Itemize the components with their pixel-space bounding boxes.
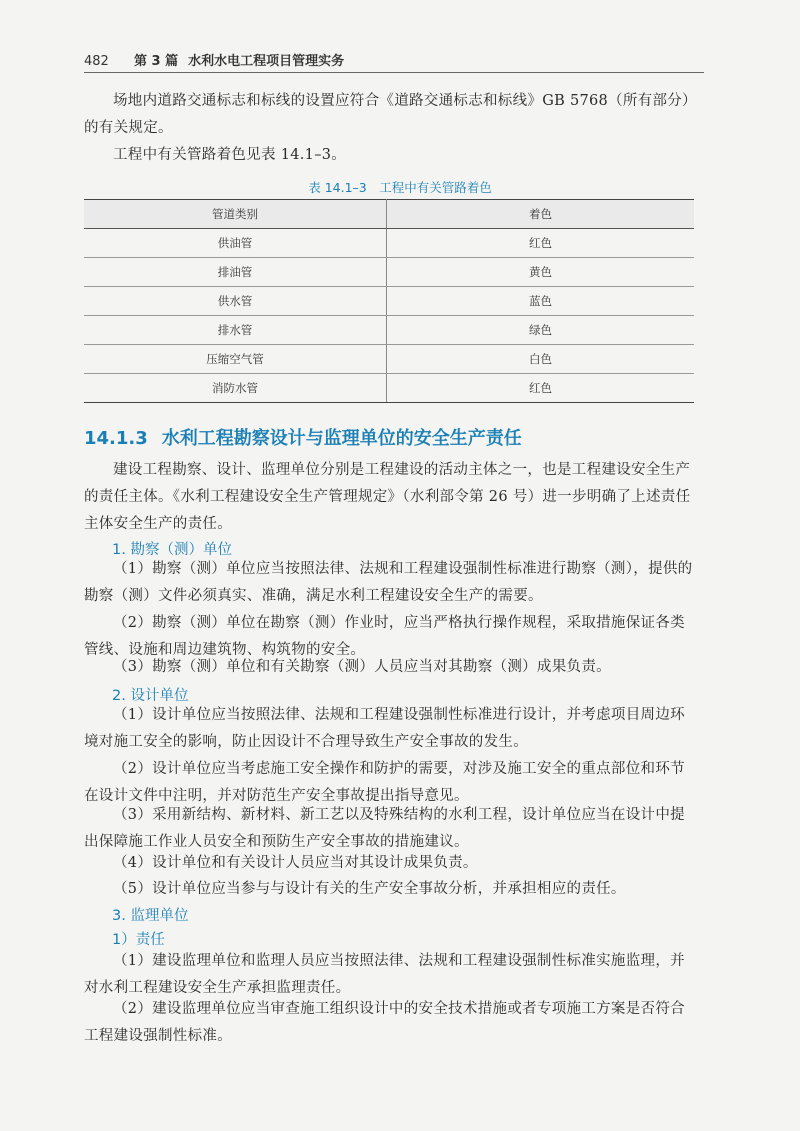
part-label: 第 3 篇 (134, 54, 179, 69)
survey-item-3: （3）勘察（测）单位和有关勘察（测）人员应当对其勘察（测）成果负责。 (113, 659, 611, 675)
table-row (84, 316, 694, 345)
pipe-color-cell: 白色 (387, 345, 695, 374)
design-item-3: （3）采用新结构、新材料、新工艺以及特殊结构的水利工程，设计单位应当在设计中提出保障施工作业人员安全和预防生产安全事故的措施建议。 (84, 807, 685, 850)
section-intro-paragraph: 建设工程勘察、设计、监理单位分别是工程建设的活动主体之一，也是工程建设安全生产的责任主体。《水利工程建设安全生产管理规定》（水利部令第 26 号）进一步明确了上述责任主体安全生产的责任。 (84, 462, 691, 532)
supervision-item-2: （2）建设监理单位应当审查施工组织设计中的安全技术措施或者专项施工方案是否符合工程建设强制性标准。 (84, 1001, 685, 1044)
survey-unit-heading: 1. 勘察（测）单位 (112, 542, 232, 558)
intro-paragraph-2: 工程中有关管路着色见表 14.1–3。 (113, 147, 347, 163)
table-row (84, 287, 694, 316)
column-header-color: 着色 (387, 200, 695, 229)
design-item-2: （2）设计单位应当考虑施工安全操作和防护的需要，对涉及施工安全的重点部位和环节在设计文件中注明，并对防范生产安全事故提出指导意见。 (84, 761, 685, 804)
pipe-type-cell: 排水管 (84, 316, 387, 345)
running-header (84, 50, 344, 69)
table-header-row (84, 200, 694, 229)
table-row (84, 345, 694, 374)
survey-item-2: （2）勘察（测）单位在勘察（测）作业时，应当严格执行操作规程，采取措施保证各类管线、设施和周边建筑物、构筑物的安全。 (84, 615, 685, 658)
design-item-4: （4）设计单位和有关设计人员应当对其设计成果负责。 (113, 855, 478, 871)
column-header-pipe-type: 管道类别 (84, 200, 387, 229)
pipe-color-cell: 绿色 (387, 316, 695, 345)
intro-paragraph-1: 场地内道路交通标志和标线的设置应符合《道路交通标志和标线》GB 5768（所有部分）的有关规定。 (84, 93, 690, 136)
section-title: 水利工程勘察设计与监理单位的安全生产责任 (161, 428, 522, 449)
table-row (84, 258, 694, 287)
pipe-color-cell: 蓝色 (387, 287, 695, 316)
table-row (84, 229, 694, 258)
pipe-type-cell: 压缩空气管 (84, 345, 387, 374)
pipe-color-cell: 黄色 (387, 258, 695, 287)
section-heading (84, 424, 522, 450)
design-item-1: （1）设计单位应当按照法律、法规和工程建设强制性标准进行设计，并考虑项目周边环境对施工安全的影响，防止因设计不合理导致生产安全事故的发生。 (84, 707, 685, 750)
survey-item-1: （1）勘察（测）单位应当按照法律、法规和工程建设强制性标准进行勘察（测），提供的勘察（测）文件必须真实、准确，满足水利工程建设安全生产的需要。 (84, 561, 693, 604)
pipe-color-table (84, 199, 694, 403)
pipe-type-cell: 消防水管 (84, 374, 387, 403)
pipe-color-cell: 红色 (387, 229, 695, 258)
design-item-5: （5）设计单位应当参与与设计有关的生产安全事故分析，并承担相应的责任。 (113, 881, 626, 897)
supervision-unit-heading: 3. 监理单位 (112, 908, 189, 924)
supervision-responsibility-heading: 1）责任 (112, 932, 165, 948)
part-title: 水利水电工程项目管理实务 (188, 54, 345, 69)
pipe-type-cell: 供水管 (84, 287, 387, 316)
section-number: 14.1.3 (84, 428, 148, 449)
pipe-color-cell: 红色 (387, 374, 695, 403)
supervision-item-1: （1）建设监理单位和监理人员应当按照法律、法规和工程建设强制性标准实施监理，并对水利工程建设安全生产承担监理责任。 (84, 953, 685, 996)
pipe-type-cell: 排油管 (84, 258, 387, 287)
header-rule (84, 72, 704, 73)
table-row (84, 374, 694, 403)
pipe-type-cell: 供油管 (84, 229, 387, 258)
design-unit-heading: 2. 设计单位 (112, 688, 189, 704)
table-caption: 表 14.1–3 工程中有关管路着色 (308, 180, 492, 195)
page-number: 482 (84, 54, 109, 69)
